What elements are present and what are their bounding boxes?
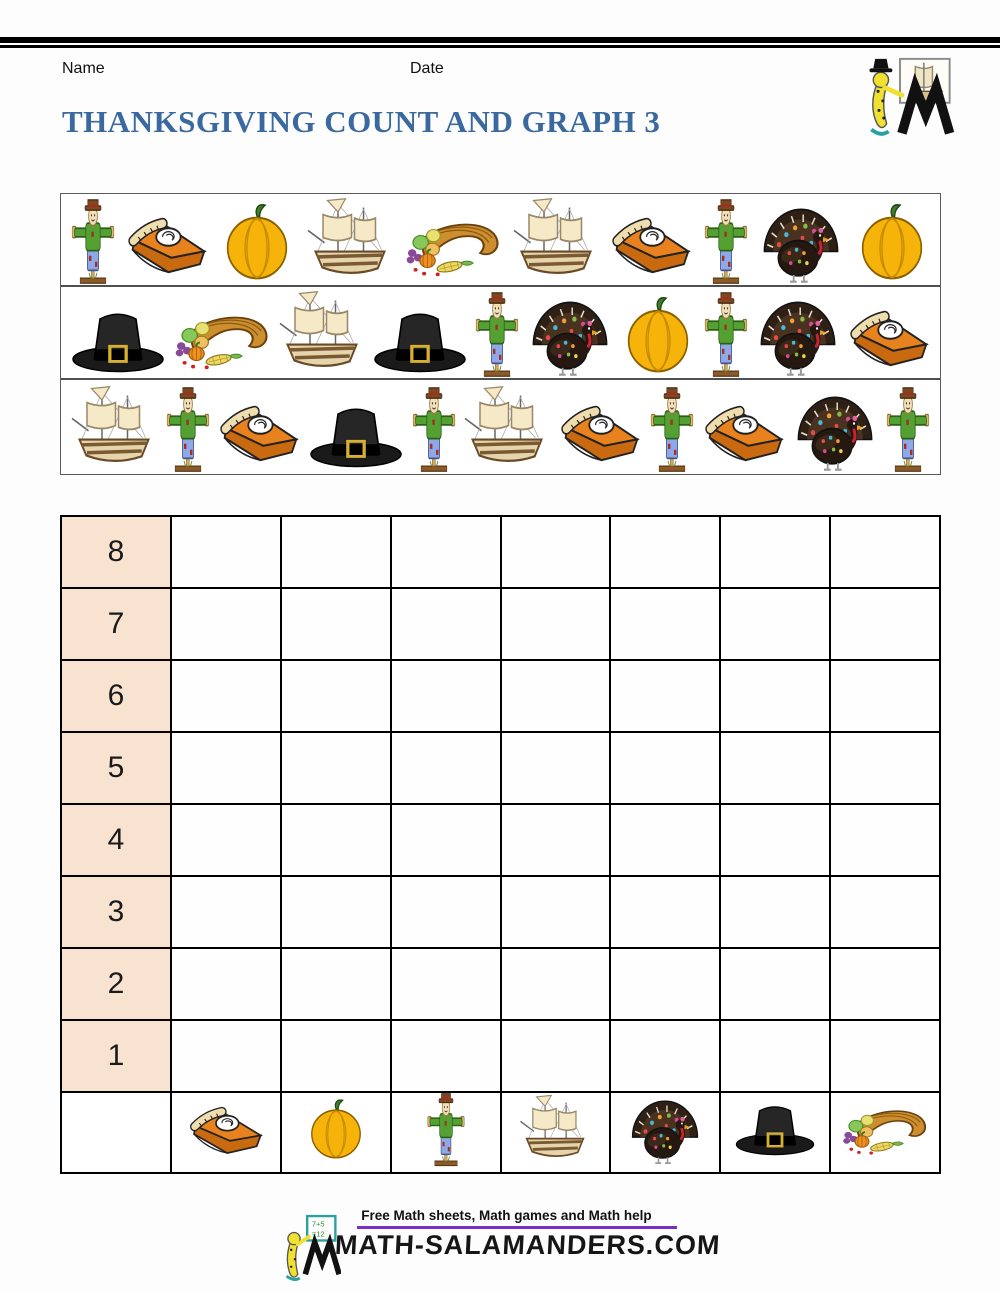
graph-row-4 — [61, 804, 940, 876]
picture-row-2 — [61, 287, 940, 380]
axis-cell-mayflower-ship — [501, 1092, 611, 1173]
turkey-image — [757, 201, 845, 285]
row-label-6: 6 — [61, 660, 171, 732]
graph-cell — [720, 948, 830, 1020]
graph-row-1 — [61, 1020, 940, 1092]
graph-cell — [171, 732, 281, 804]
graph-cell — [391, 948, 501, 1020]
row-label-1: 1 — [61, 1020, 171, 1092]
name-label: Name — [62, 60, 105, 77]
pumpkin-image — [618, 294, 698, 378]
footer-tagline: Free Math sheets, Math games and Math help — [361, 1208, 652, 1223]
row-label-2: 2 — [61, 948, 171, 1020]
mayflower-ship-image — [462, 385, 552, 473]
turkey-image — [626, 1094, 704, 1166]
mayflower-ship-image — [305, 197, 395, 285]
pumpkin-image — [852, 201, 932, 285]
graph-cell — [501, 804, 611, 876]
graph-cell — [171, 588, 281, 660]
scarecrow-image — [648, 387, 696, 473]
cornucopia-image — [402, 209, 504, 285]
graph-cell — [391, 876, 501, 948]
graph-cell — [720, 732, 830, 804]
pumpkin-pie-image — [701, 393, 787, 473]
top-divider — [0, 37, 1000, 48]
graph-cell — [720, 516, 830, 588]
graph-row-2 — [61, 948, 940, 1020]
picture-row-1 — [61, 194, 940, 287]
page-title: THANKSGIVING COUNT AND GRAPH 3 — [62, 104, 661, 139]
graph-cell — [720, 588, 830, 660]
pilgrim-hat-image — [733, 1100, 817, 1160]
mayflower-ship-image — [277, 290, 367, 378]
graph-cell — [830, 804, 940, 876]
row-label-3: 3 — [61, 876, 171, 948]
scarecrow-image — [702, 292, 750, 378]
graph-cell — [391, 732, 501, 804]
graph-cell — [171, 1020, 281, 1092]
axis-corner-cell — [61, 1092, 171, 1173]
row-label-7: 7 — [61, 588, 171, 660]
mayflower-ship-image — [511, 197, 601, 285]
axis-cell-pumpkin — [281, 1092, 391, 1173]
pumpkin-image — [303, 1097, 369, 1163]
pumpkin-pie-image — [124, 205, 210, 285]
axis-cell-pumpkin-pie — [171, 1092, 281, 1173]
pilgrim-hat-image — [307, 401, 405, 473]
row-label-5: 5 — [61, 732, 171, 804]
pilgrim-hat-image — [69, 306, 167, 378]
footer-divider — [357, 1226, 677, 1229]
graph-axis-row — [61, 1092, 940, 1173]
count-graph-table — [60, 515, 941, 1174]
graph-cell — [501, 948, 611, 1020]
pilgrim-hat-image — [371, 306, 469, 378]
graph-cell — [720, 660, 830, 732]
graph-cell — [501, 660, 611, 732]
graph-cell — [281, 804, 391, 876]
graph-cell — [391, 588, 501, 660]
graph-cell — [830, 948, 940, 1020]
axis-cell-turkey — [610, 1092, 720, 1173]
graph-cell — [501, 1020, 611, 1092]
graph-cell — [830, 516, 940, 588]
graph-cell — [830, 660, 940, 732]
turkey-image — [526, 294, 614, 378]
graph-cell — [501, 588, 611, 660]
graph-cell — [610, 516, 720, 588]
graph-cell — [281, 660, 391, 732]
pumpkin-pie-image — [186, 1096, 266, 1164]
graph-cell — [171, 876, 281, 948]
graph-cell — [391, 804, 501, 876]
graph-cell — [391, 516, 501, 588]
scarecrow-image — [702, 199, 750, 285]
pumpkin-pie-image — [557, 393, 643, 473]
graph-cell — [610, 948, 720, 1020]
graph-row-6 — [61, 660, 940, 732]
turkey-image — [791, 389, 879, 473]
graph-cell — [720, 876, 830, 948]
scarecrow-image — [473, 292, 521, 378]
cornucopia-image — [171, 302, 273, 378]
footer-text — [335, 1208, 720, 1261]
graph-cell — [171, 660, 281, 732]
graph-row-5 — [61, 732, 940, 804]
graph-cell — [171, 804, 281, 876]
graph-cell — [391, 1020, 501, 1092]
row-label-8: 8 — [61, 516, 171, 588]
scarecrow-image — [69, 199, 117, 285]
graph-cell — [281, 1020, 391, 1092]
graph-row-3 — [61, 876, 940, 948]
mayflower-ship-image — [69, 385, 159, 473]
graph-cell — [501, 732, 611, 804]
graph-cell — [501, 876, 611, 948]
graph-cell — [720, 1020, 830, 1092]
graph-cell — [281, 588, 391, 660]
graph-row-8 — [61, 516, 940, 588]
graph-cell — [171, 516, 281, 588]
date-label: Date — [410, 60, 444, 77]
axis-cell-cornucopia — [830, 1092, 940, 1173]
footer-site-name: MATH-SALAMANDERS.COM — [334, 1230, 722, 1260]
pumpkin-pie-image — [216, 393, 302, 473]
graph-cell — [830, 876, 940, 948]
salamander-pilgrim-ship-icon — [858, 53, 963, 143]
mayflower-ship-image — [518, 1094, 592, 1166]
picture-rows-box — [60, 193, 941, 475]
graph-cell — [610, 588, 720, 660]
graph-cell — [281, 948, 391, 1020]
row-label-4: 4 — [61, 804, 171, 876]
cornucopia-image — [839, 1098, 931, 1162]
math-salamanders-logo — [858, 53, 963, 143]
graph-cell — [281, 732, 391, 804]
graph-cell — [830, 732, 940, 804]
pumpkin-pie-image — [608, 205, 694, 285]
graph-cell — [610, 660, 720, 732]
pumpkin-image — [217, 201, 297, 285]
picture-row-3 — [61, 380, 940, 473]
scarecrow-image — [410, 387, 458, 473]
scarecrow-image — [425, 1093, 467, 1167]
graph-cell — [501, 516, 611, 588]
graph-cell — [281, 516, 391, 588]
scarecrow-image — [164, 387, 212, 473]
axis-cell-scarecrow — [391, 1092, 501, 1173]
axis-cell-pilgrim-hat — [720, 1092, 830, 1173]
graph-cell — [610, 876, 720, 948]
graph-cell — [830, 588, 940, 660]
graph-cell — [610, 1020, 720, 1092]
graph-row-7 — [61, 588, 940, 660]
graph-cell — [720, 804, 830, 876]
footer-salamander-icon — [279, 1212, 341, 1284]
graph-cell — [391, 660, 501, 732]
footer — [0, 1208, 1000, 1284]
graph-cell — [610, 732, 720, 804]
pumpkin-pie-image — [846, 298, 932, 378]
graph-cell — [281, 876, 391, 948]
scarecrow-image — [884, 387, 932, 473]
graph-cell — [171, 948, 281, 1020]
turkey-image — [754, 294, 842, 378]
graph-cell — [830, 1020, 940, 1092]
graph-cell — [610, 804, 720, 876]
